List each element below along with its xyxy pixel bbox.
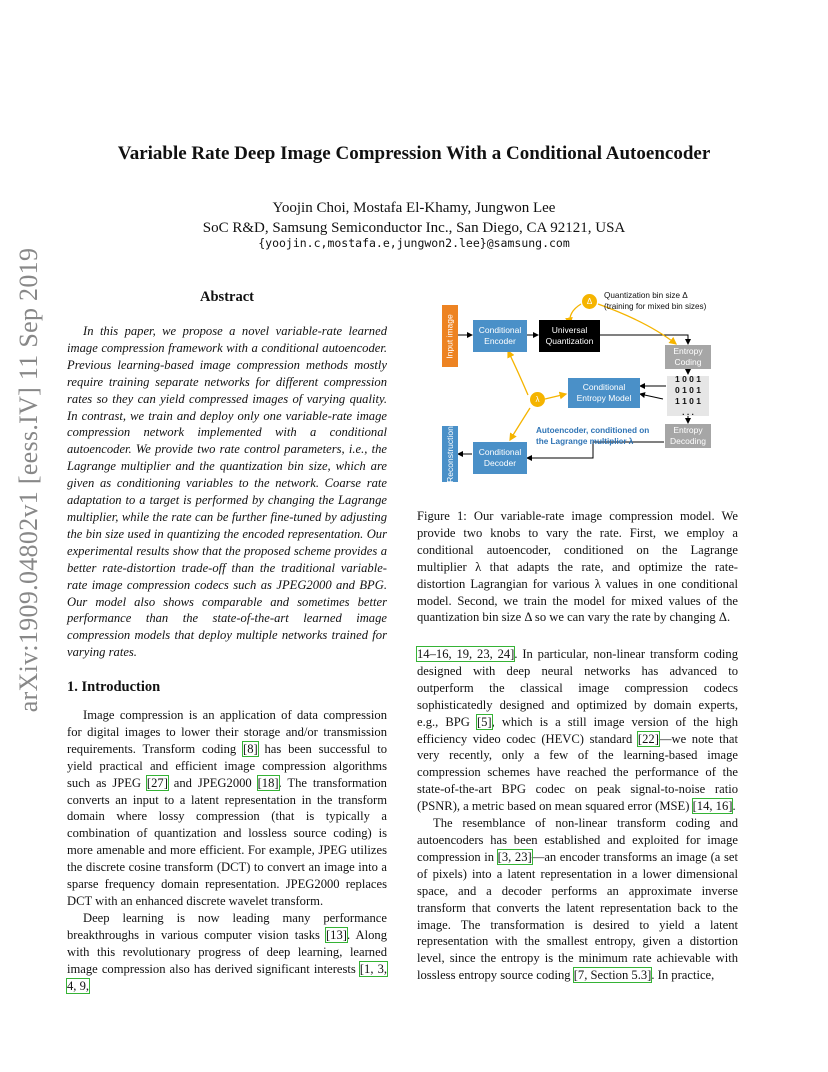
- abstract-body: [67, 323, 387, 661]
- affiliation: SoC R&D, Samsung Semiconductor Inc., San Diego, CA 92121, USA: [202, 220, 626, 236]
- intro-paragraph-3: The resemblance of non-linear transform coding and autoencoders has been established and exploited for image compression in [3, 23]—an encoder transforms an image (a set of pixels) into a latent representation in a lower dimensional space, and a decoder performs an approximate inverse transform that converts the latent representation back to the image. The transformation is desired to yield a latent representation with the smallest entropy, given a distortion level, since the entropy is the minimum rate achievable with lossless entropy source coding [7, Section 5.3]. In practice,: [417, 816, 738, 983]
- citation-link[interactable]: [22]: [637, 731, 659, 746]
- delta-symbol: Δ: [582, 294, 597, 309]
- citation-link[interactable]: [14, 16]: [692, 799, 733, 814]
- email: {yoojin.c,mostafa.e,jungwon2.lee}@samsung.com: [258, 236, 570, 250]
- citation-link[interactable]: [7, Section 5.3]: [573, 968, 652, 983]
- conditional-encoder-block: Conditional Encoder: [473, 320, 527, 352]
- autoencoder-label-2: the Lagrange multiplier λ: [536, 437, 634, 446]
- figure-1-diagram: [418, 282, 740, 483]
- paper-title: Variable Rate Deep Image Compression With a Conditional Autoencoder: [117, 143, 711, 164]
- conditional-entropy-model-block: Conditional Entropy Model: [568, 378, 640, 408]
- abstract-heading: Abstract: [200, 289, 254, 305]
- input-image-block: Input image: [442, 305, 458, 367]
- quantization-bin-sublabel: (training for mixed bin sizes): [604, 302, 707, 311]
- citation-link[interactable]: [5]: [476, 714, 492, 729]
- conditional-decoder-block: Conditional Decoder: [473, 442, 527, 474]
- citation-link[interactable]: [18]: [257, 775, 279, 790]
- section-heading-introduction: 1. Introduction: [67, 679, 161, 695]
- intro-paragraph-2: Deep learning is now leading many performance breakthroughs in various computer vision tasks [13]. Along with this revolutionary progress of deep learning, learned image compression also has derived significant interests [1, 3, 4, 9,: [67, 910, 388, 993]
- citation-link[interactable]: [8]: [243, 741, 258, 756]
- citation-link[interactable]: 14–16, 19, 23, 24]: [417, 647, 515, 661]
- universal-quantization-block: Universal Quantization: [539, 320, 600, 352]
- reconstruction-block: Reconstruction: [442, 426, 458, 482]
- citation-link[interactable]: [27]: [146, 775, 168, 790]
- citation-link[interactable]: [13]: [325, 927, 347, 942]
- intro-paragraph-1: Image compression is an application of data compression for digital images to lower their storage and/or transmission requirements. Transform coding [8] has been successful to yield practical and efficient image compression algorithms such as JPEG [27] and JPEG2000 [18]. The transformation converts an input to a latent representation in the transform domain where lossy compression (that is typically a combination of quantization and lossless source coding) is more amenable and more efficient. For example, JPEG utilizes the discrete cosine transform (DCT) to convert an image into a sparse frequency domain representation. JPEG2000 replaces DCT with an enhanced discrete wavelet transform.: [67, 708, 387, 908]
- autoencoder-label-1: Autoencoder, conditioned on: [536, 426, 650, 435]
- intro-left-column: [67, 707, 387, 994]
- bitstream-matrix: 1 0 0 1 0 1 0 1 1 1 0 1 . . .: [667, 376, 709, 416]
- entropy-decoding-block: Entropy Decoding: [665, 424, 711, 448]
- lambda-symbol: λ: [530, 392, 545, 407]
- figure-1-caption: Figure 1: Our variable-rate image compression model. We provide two knobs to vary the rate. First, we employ a conditional autoencoder, conditioned on the Lagrange multiplier λ that adapts the rate, and optimize the rate-distortion Lagrangian for various λ values in one conditional model. Second, we train the model for mixed values of the quantization bin size Δ so we can vary the rate by changing Δ.: [417, 509, 738, 625]
- arxiv-sidebar: [14, 247, 44, 713]
- entropy-coding-block: Entropy Coding: [665, 345, 711, 369]
- arxiv-id: arXiv:1909.04802v1 [eess.IV] 11 Sep 2019: [14, 247, 43, 713]
- authors: Yoojin Choi, Mostafa El-Khamy, Jungwon Lee: [272, 200, 556, 216]
- intro-paragraph-2-cont: 14–16, 19, 23, 24]. In particular, non-linear transform coding designed with deep neural networks has advanced to outperform the classical image compression codecs sophisticatedly designed and optimized by domain experts, e.g., BPG [5], which is a still image version of the high efficiency video codec (HEVC) standard [22]—we note that very recently, only a few of the learning-based image compression schemes have reached the performance of the state-of-the-art BPG codec on peak signal-to-noise ratio (PSNR), a metric based on mean squared error (MSE) [14, 16].: [417, 647, 738, 814]
- citation-link[interactable]: [1, 3, 4, 9,: [67, 961, 388, 993]
- intro-right-column: [417, 646, 738, 984]
- quantization-bin-label: Quantization bin size Δ: [604, 291, 688, 300]
- citation-link[interactable]: [3, 23]: [497, 849, 532, 864]
- abstract-text: In this paper, we propose a novel variable-rate learned image compression framework with a conditional autoencoder. Previous learning-based image compression methods mostly require training separate networks for different compression rates so they can yield compressed images of varying quality. In contrast, we train and deploy only one variable-rate image compression network implemented with a conditional autoencoder. We provide two rate control parameters, i.e., the Lagrange multiplier and the quantization bin size, which are given as conditioning variables to the network. Coarse rate adaptation to a target is performed by changing the Lagrange multiplier, while the rate can be further fine-tuned by adjusting the bin size used in quantizing the encoded representation. Our experimental results show that the proposed scheme provides a better rate-distortion trade-off than the traditional variable-rate image compression codecs such as JPEG2000 and BPG. Our model also shows comparable and sometimes better performance than the state-of-the-art learned image compression models that deploy multiple networks trained for varying rates.: [67, 324, 387, 660]
- author-block: [60, 198, 768, 238]
